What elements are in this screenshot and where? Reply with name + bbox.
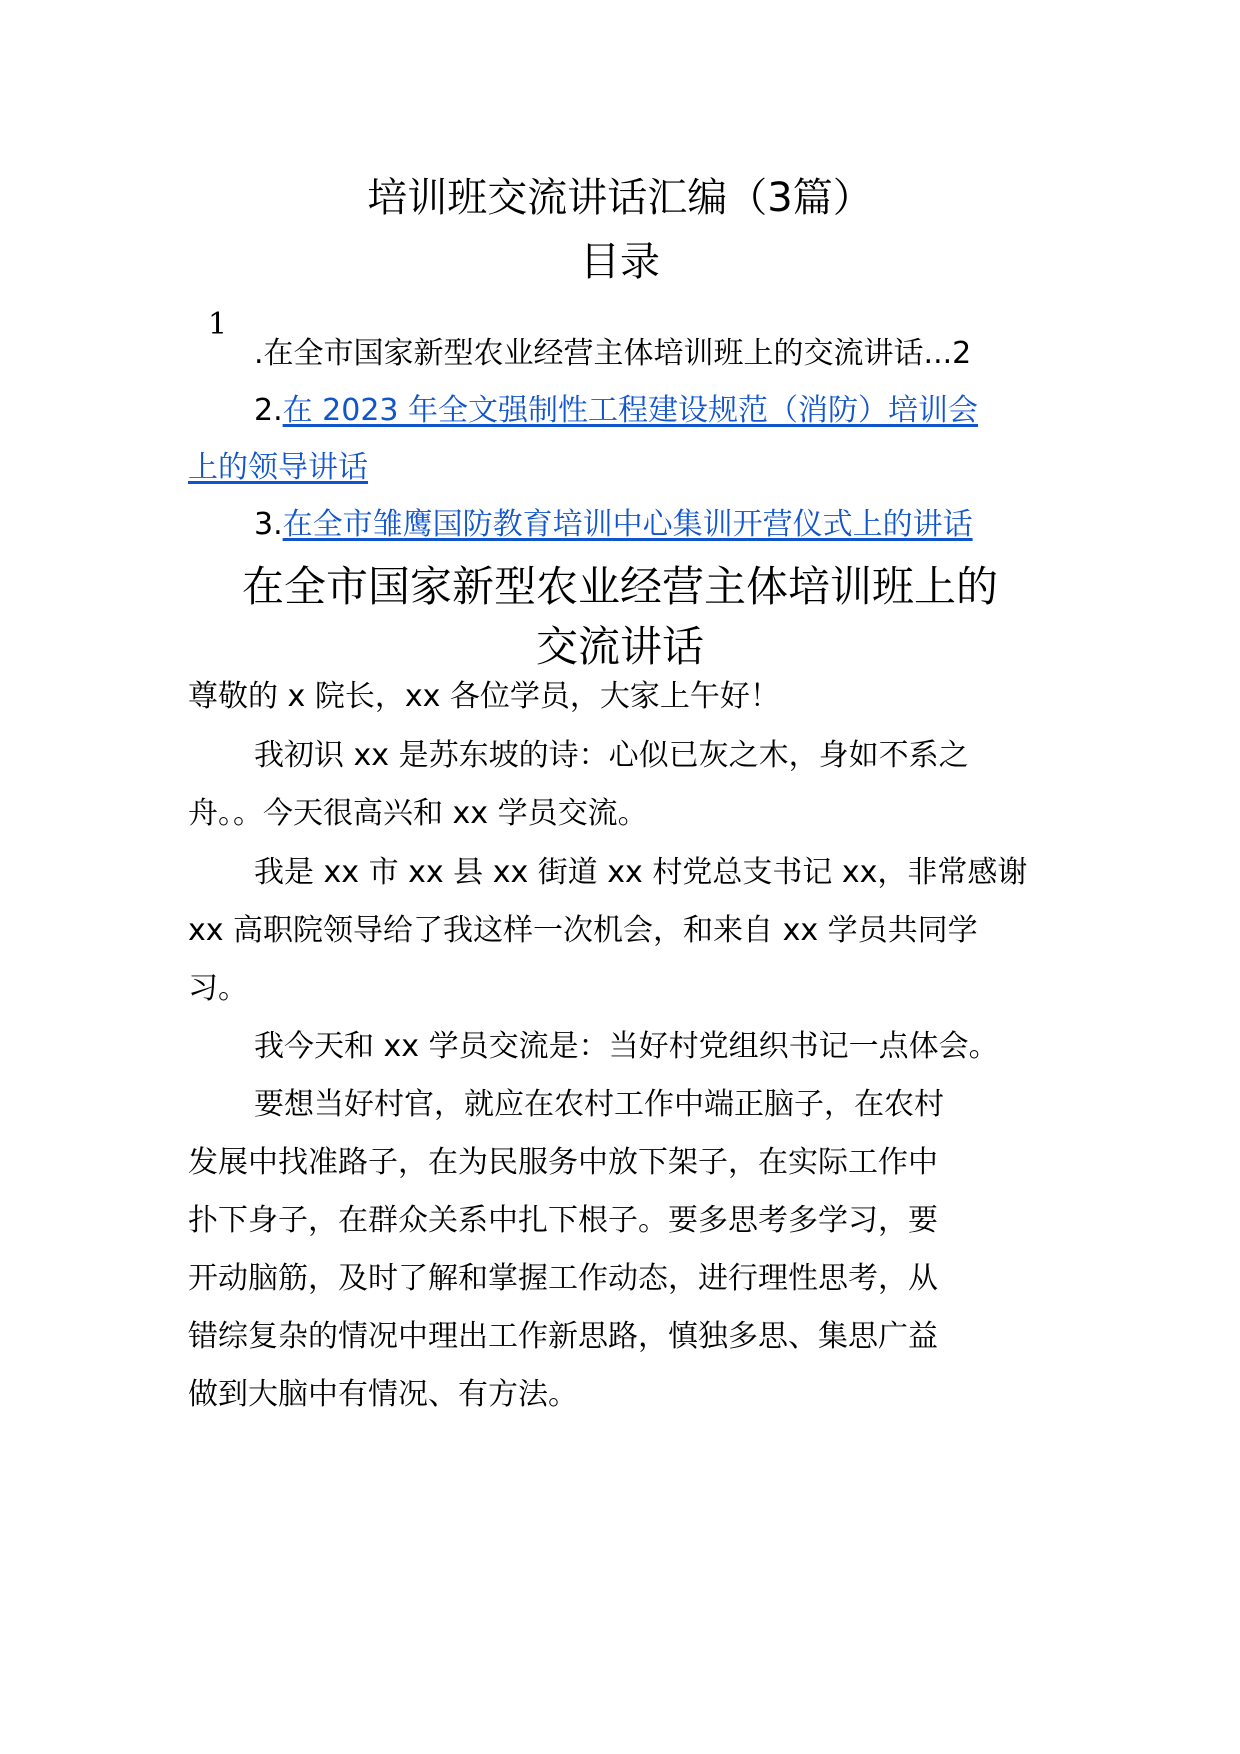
toc-item-2 xyxy=(254,389,978,433)
body-line: 我是 xx 市 xx 县 xx 街道 xx 村党总支书记 xx，非常感谢 xyxy=(254,855,1028,890)
toc-item-3-number: 3. xyxy=(254,507,283,542)
toc-item-3-link[interactable]: 在全市雏鹰国防教育培训中心集训开营仪式上的讲话 xyxy=(282,507,973,542)
toc-item-1: .在全市国家新型农业经营主体培训班上的交流讲话...2 xyxy=(254,336,972,371)
body-line: 做到大脑中有情况、有方法。 xyxy=(188,1377,578,1412)
toc-item-2-number: 2. xyxy=(254,393,283,428)
body-line: 发展中找准路子，在为民服务中放下架子，在实际工作中 xyxy=(188,1145,938,1180)
toc-number: 1 xyxy=(208,307,228,342)
body-line: xx 高职院领导给了我这样一次机会，和来自 xx 学员共同学 xyxy=(188,913,978,948)
toc-item-3 xyxy=(254,503,973,547)
body-line: 错综复杂的情况中理出工作新思路，慎独多思、集思广益 xyxy=(188,1319,938,1354)
toc-item-2-continued xyxy=(188,446,368,490)
body-line: 舟。。今天很高兴和 xx 学员交流。 xyxy=(188,796,648,831)
body-line: 我初识 xx 是苏东坡的诗：心似已灰之木，身如不系之 xyxy=(254,738,969,773)
article-title-line-2: 交流讲话 xyxy=(535,622,704,671)
body-line: 要想当好村官，就应在农村工作中端正脑子，在农村 xyxy=(254,1087,944,1122)
body-line: 我今天和 xx 学员交流是：当好村党组织书记一点体会。 xyxy=(254,1029,999,1064)
body-line: 开动脑筋，及时了解和掌握工作动态，进行理性思考，从 xyxy=(188,1261,938,1296)
body-line: 尊敬的 x 院长，xx 各位学员，大家上午好！ xyxy=(188,679,780,714)
article-title-line-1: 在全市国家新型农业经营主体培训班上的 xyxy=(241,562,998,611)
document-title: 培训班交流讲话汇编（3篇） xyxy=(367,175,873,221)
toc-heading: 目录 xyxy=(580,239,660,285)
body-line: 扑下身子，在群众关系中扎下根子。要多思考多学习，要 xyxy=(188,1203,938,1238)
body-line: 习。 xyxy=(188,971,248,1006)
toc-item-2-link[interactable]: 在 2023 年全文强制性工程建设规范（消防）培训会 xyxy=(282,393,979,428)
toc-item-2-link-continued[interactable]: 上的领导讲话 xyxy=(188,450,368,485)
